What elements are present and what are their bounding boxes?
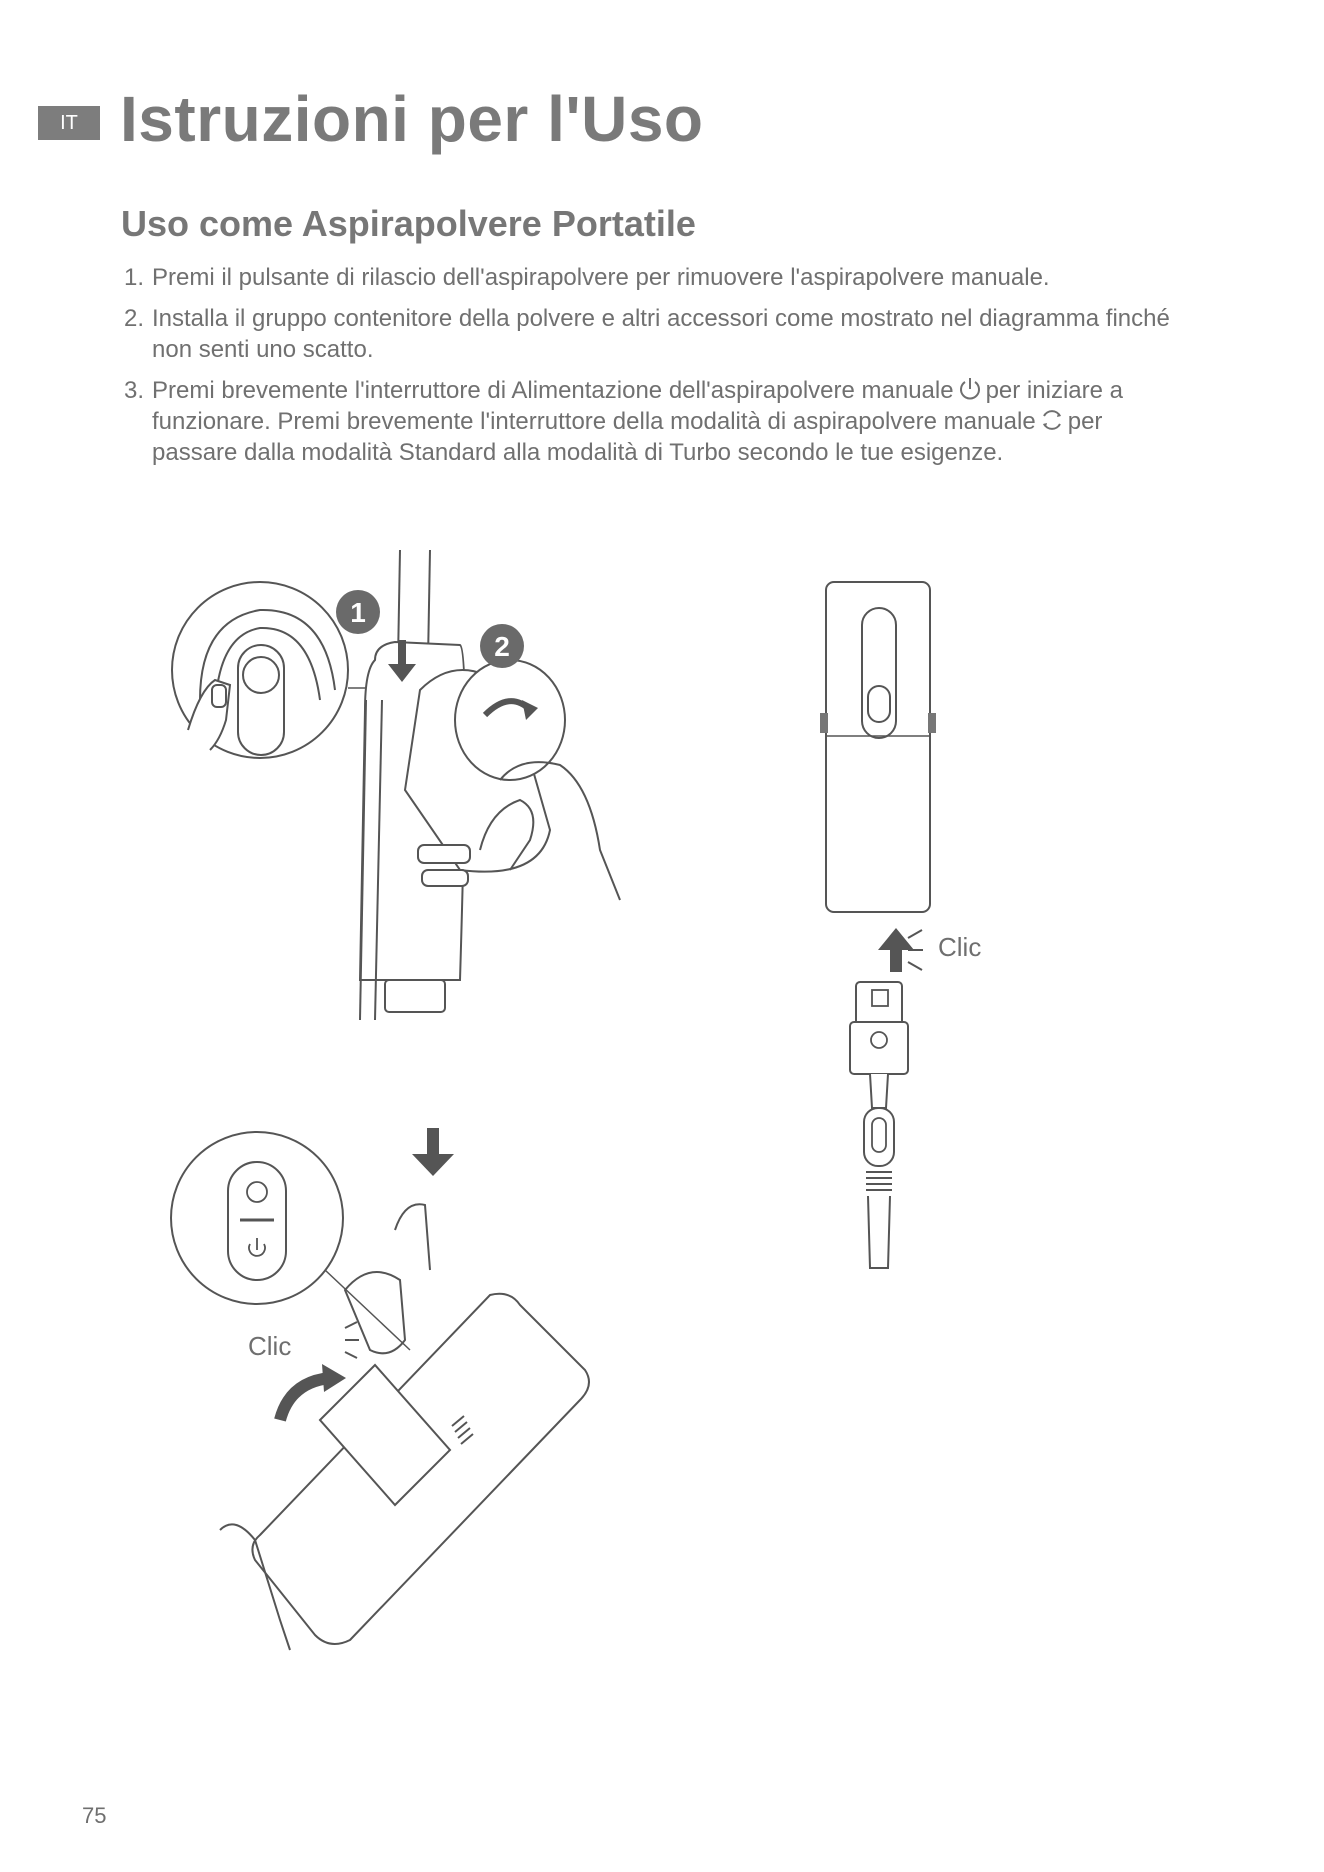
step-1	[124, 262, 1194, 293]
step-text	[152, 375, 1194, 468]
step-3	[124, 375, 1194, 468]
mode-icon	[1039, 407, 1065, 433]
dustbin-click-illustration	[160, 1120, 610, 1660]
step-text-part: Premi brevemente l'interruttore di Alimentazione dell'aspirapolvere manuale	[152, 377, 954, 404]
accessory-click-label: Clic	[938, 932, 982, 962]
step-text: Installa il gruppo contenitore della polvere e altri accessori come mostrato nel diagramma finché non senti uno scatto.	[152, 305, 1170, 363]
section-title: Uso come Aspirapolvere Portatile	[121, 203, 696, 244]
step-text-part: per passare dalla modalità Standard alla modalità di Turbo secondo le tue esigenze.	[152, 408, 1103, 466]
callout-2-label: 2	[494, 631, 510, 662]
instruction-steps	[124, 262, 1194, 478]
step-number: 1.	[124, 264, 145, 291]
step-number: 2.	[124, 305, 145, 332]
dustbin-click-label: Clic	[248, 1331, 292, 1361]
release-illustration	[160, 550, 630, 1030]
page-title: Istruzioni per l'Uso	[120, 83, 704, 155]
step-text: Premi il pulsante di rilascio dell'aspirapolvere per rimuovere l'aspirapolvere manuale.	[152, 264, 1050, 291]
language-badge: IT	[38, 106, 100, 140]
step-text-part: per iniziare a funzionare. Premi brevemente l'interruttore della modalità di aspirapolvere manuale	[152, 377, 1123, 435]
accessory-click-illustration	[820, 578, 1020, 1278]
callout-1-label: 1	[350, 597, 366, 628]
power-icon	[957, 376, 983, 402]
step-number: 3.	[124, 377, 145, 404]
step-2	[124, 303, 1194, 365]
page-number: 75	[82, 1803, 107, 1828]
